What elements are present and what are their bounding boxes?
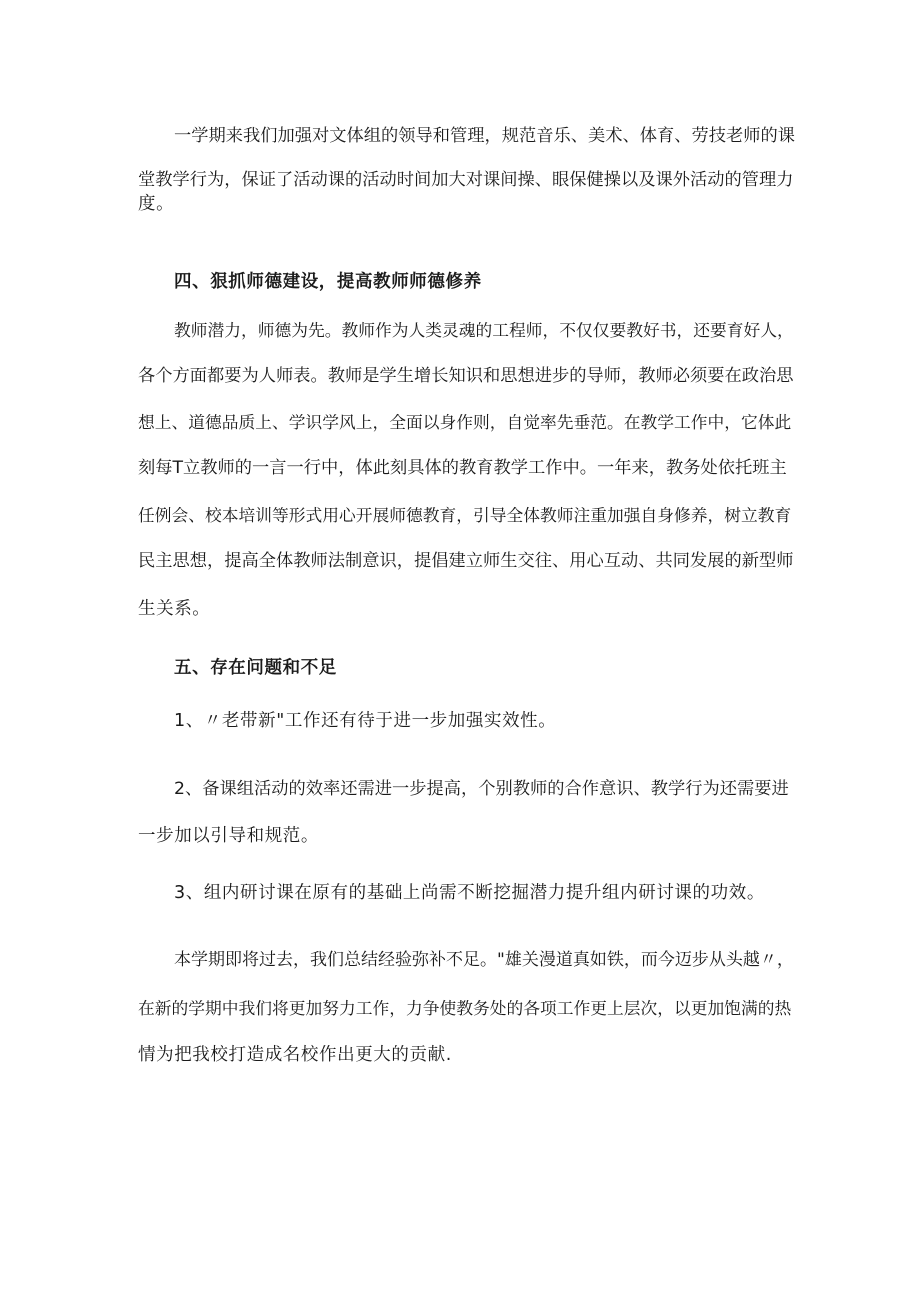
paragraph-2-line-4: 刻每T立教师的一言一行中，体此刻具体的教育教学工作中。一年来，教务处依托班主	[138, 458, 787, 478]
paragraph-2-line-6: 民主思想，提高全体教师法制意识，提倡建立师生交往、用心互动、共同发展的新型师	[138, 551, 794, 571]
paragraph-2-line-3: 想上、道德品质上、学识学风上，全面以身作则，自觉率先垂范。在教学工作中，它体此	[138, 412, 792, 432]
list-item-2-line-2: 一步加以引导和规范。	[138, 826, 319, 846]
paragraph-3-line-3: 情为把我校打造成名校作出更大的贡献.	[138, 1045, 452, 1065]
list-item-1: 1、〃老带新"工作还有待于进一步加强实效性。	[174, 711, 557, 731]
list-item-2-line-1: 2、备课组活动的效率还需进一步提高，个别教师的合作意识、教学行为还需要进	[174, 779, 789, 799]
section-heading-4: 四、狠抓师德建设，提高教师师德修养	[174, 272, 482, 292]
paragraph-1-line-2: 堂教学行为，保证了活动课的活动时间加大对课间操、眼保健操以及课外活动的管理力	[138, 170, 794, 190]
list-item-3: 3、组内研讨课在原有的基础上尚需不断挖掘潜力提升组内研讨课的功效。	[174, 883, 765, 903]
paragraph-2-line-2: 各个方面都要为人师表。教师是学生增长知识和思想进步的导师，教师必须要在政治思	[138, 366, 794, 386]
paragraph-2-line-7: 生关系。	[138, 599, 211, 619]
paragraph-2-line-5: 任例会、校本培训等形式用心开展师德教育，引导全体教师注重加强自身修养，树立教育	[138, 505, 792, 525]
paragraph-1-line-3: 度。	[138, 194, 175, 214]
paragraph-2-line-1: 教师潜力，师德为先。教师作为人类灵魂的工程师，不仅仅要教好书，还要育好人，	[174, 320, 794, 340]
section-heading-5: 五、存在问题和不足	[174, 658, 337, 678]
paragraph-1-line-1: 一学期来我们加强对文体组的领导和管理，规范音乐、美术、体育、劳技老师的课	[174, 126, 796, 146]
paragraph-3-line-2: 在新的学期中我们将更加努力工作，力争使教务处的各项工作更上层次，以更加饱满的热	[138, 998, 792, 1018]
paragraph-3-line-1: 本学期即将过去，我们总结经验弥补不足。"雄关漫道真如铁，而今迈步从头越〃，	[174, 950, 794, 970]
